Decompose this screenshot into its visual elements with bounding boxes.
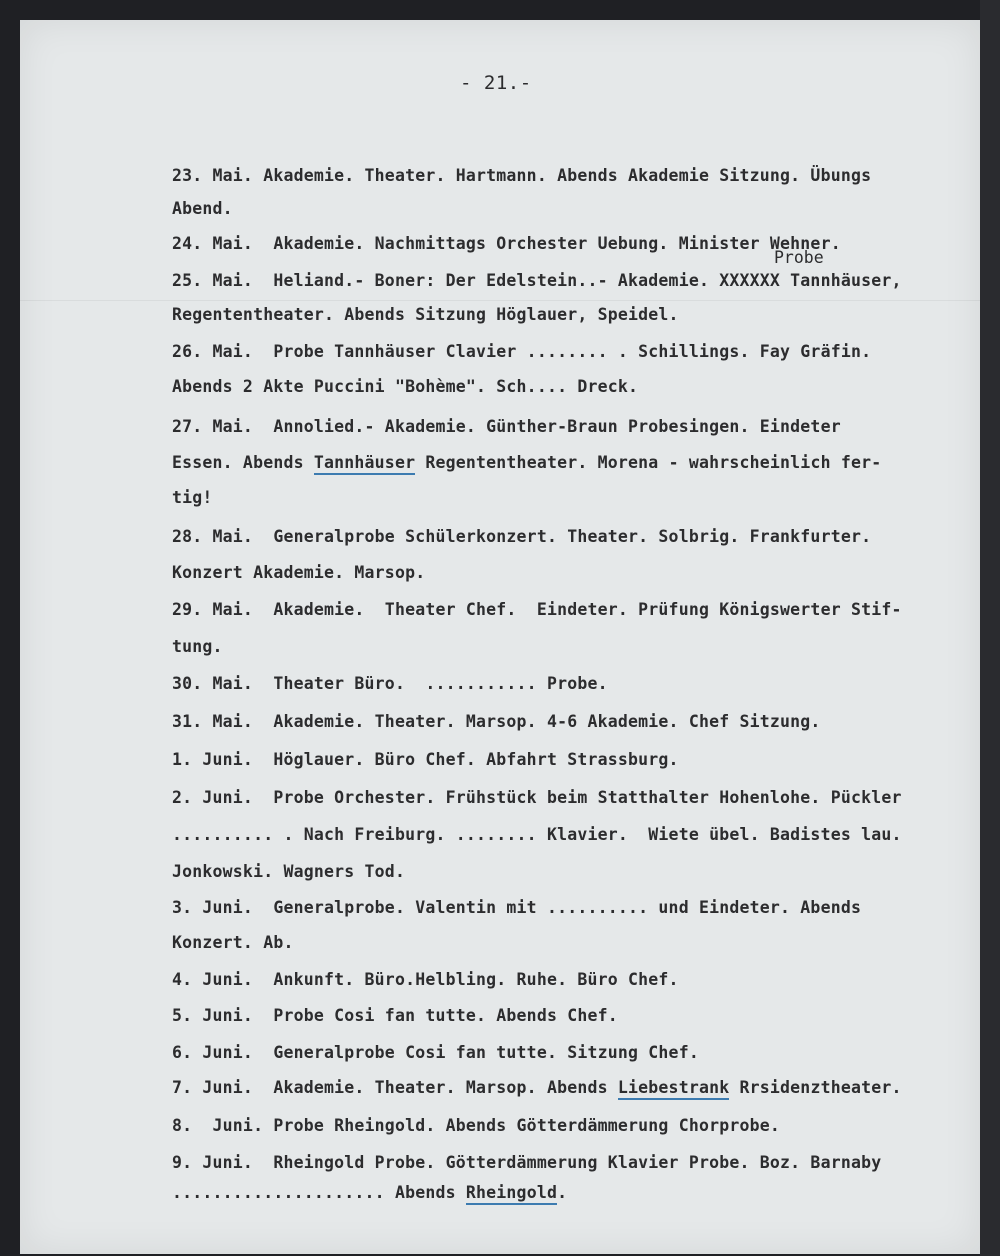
underlined-word: Rheingold bbox=[466, 1183, 557, 1205]
overtype-note: Probe bbox=[774, 248, 824, 267]
line-text: Essen. Abends bbox=[172, 453, 314, 472]
text-line: 26. Mai. Probe Tannhäuser Clavier ........ . Schillings. Fay Gräfin. bbox=[172, 342, 872, 361]
underlined-word: Tannhäuser bbox=[314, 453, 415, 475]
text-line: 30. Mai. Theater Büro. ........... Probe. bbox=[172, 674, 608, 693]
text-line: 4. Juni. Ankunft. Büro.Helbling. Ruhe. Büro Chef. bbox=[172, 970, 679, 989]
text-line: Konzert. Ab. bbox=[172, 933, 294, 952]
text-line: 9. Juni. Rheingold Probe. Götterdämmerung Klavier Probe. Boz. Barnaby bbox=[172, 1153, 882, 1172]
text-line: 31. Mai. Akademie. Theater. Marsop. 4-6 Akademie. Chef Sitzung. bbox=[172, 712, 821, 731]
text-line: 8. Juni. Probe Rheingold. Abends Götterdämmerung Chorprobe. bbox=[172, 1116, 781, 1135]
text-line: 3. Juni. Generalprobe. Valentin mit .......... und Eindeter. Abends bbox=[172, 898, 862, 917]
text-line: 28. Mai. Generalprobe Schülerkonzert. Theater. Solbrig. Frankfurter. bbox=[172, 527, 872, 546]
document-page bbox=[20, 20, 980, 1254]
text-line: 27. Mai. Annolied.- Akademie. Günther-Braun Probesingen. Eindeter bbox=[172, 417, 841, 436]
text-line: 24. Mai. Akademie. Nachmittags Orchester Uebung. Minister Wehner. bbox=[172, 234, 841, 253]
text-line: 2. Juni. Probe Orchester. Frühstück beim Statthalter Hohenlohe. Pückler bbox=[172, 788, 902, 807]
scanner-edge bbox=[980, 0, 1000, 1256]
paper-fold bbox=[20, 300, 980, 301]
line-text: Regententheater. Morena - wahrscheinlich fer- bbox=[415, 453, 882, 472]
text-line: 5. Juni. Probe Cosi fan tutte. Abends Chef. bbox=[172, 1006, 618, 1025]
underlined-word: Liebestrank bbox=[618, 1078, 729, 1100]
text-line: .......... . Nach Freiburg. ........ Klavier. Wiete übel. Badistes lau. bbox=[172, 825, 902, 844]
text-line: Abend. bbox=[172, 199, 233, 218]
line-text: . bbox=[557, 1183, 568, 1202]
text-line: tig! bbox=[172, 488, 213, 507]
text-line bbox=[172, 1183, 567, 1202]
text-line: 6. Juni. Generalprobe Cosi fan tutte. Sitzung Chef. bbox=[172, 1043, 699, 1062]
line-text: 7. Juni. Akademie. Theater. Marsop. Abends bbox=[172, 1078, 618, 1097]
text-line: 29. Mai. Akademie. Theater Chef. Eindeter. Prüfung Königswerter Stif- bbox=[172, 600, 902, 619]
line-text: Rrsidenztheater. bbox=[729, 1078, 902, 1097]
text-line: tung. bbox=[172, 637, 223, 656]
text-line: Jonkowski. Wagners Tod. bbox=[172, 862, 406, 881]
text-line: 23. Mai. Akademie. Theater. Hartmann. Abends Akademie Sitzung. Übungs bbox=[172, 166, 872, 185]
page-number: - 21.- bbox=[460, 72, 532, 94]
text-line: Konzert Akademie. Marsop. bbox=[172, 563, 426, 582]
text-line: Regententheater. Abends Sitzung Höglauer, Speidel. bbox=[172, 305, 679, 324]
text-line: 25. Mai. Heliand.- Boner: Der Edelstein..- Akademie. XXXXXX Tannhäuser, bbox=[172, 271, 902, 290]
line-text: ..................... Abends bbox=[172, 1183, 466, 1202]
text-line bbox=[172, 453, 881, 472]
text-line bbox=[172, 1078, 902, 1097]
text-line: Abends 2 Akte Puccini "Bohème". Sch.... Dreck. bbox=[172, 377, 639, 396]
text-line: 1. Juni. Höglauer. Büro Chef. Abfahrt Strassburg. bbox=[172, 750, 679, 769]
